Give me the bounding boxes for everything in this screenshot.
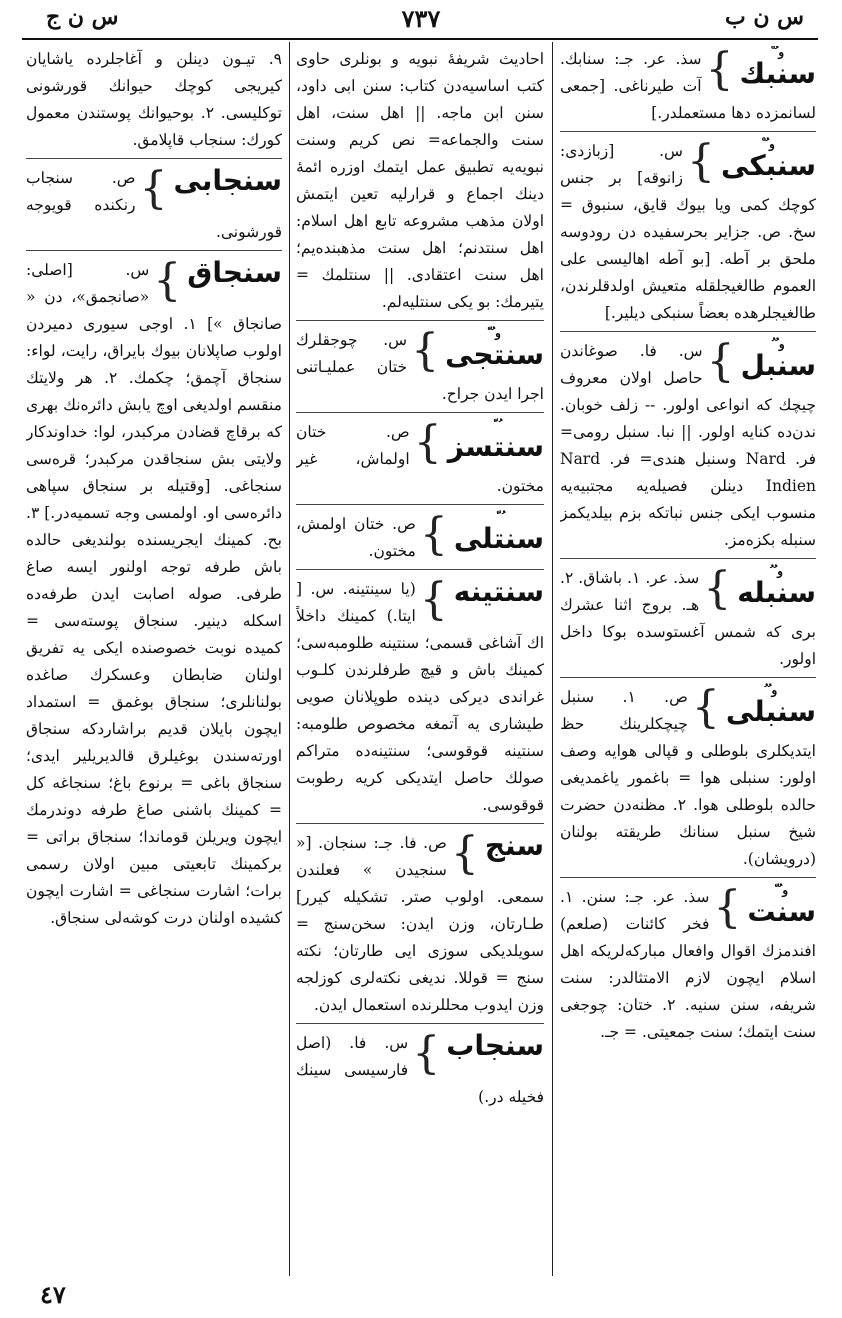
definition: سذ. عر. جـ: سنن. ١. فخر كائنات (صلعم) افندمزك اقوال وافعال مباركه‌لريكه اهل اسلام ايچون لازم الامتثالدر: سنت شريفه، سنن سنيه. ٢. ختان: چوجغى سنت ايتمك؛ سنت جمعيتى. = جـ. bbox=[560, 888, 816, 1041]
header-rule bbox=[22, 38, 818, 40]
definition: ص. ختان اولماش، غير مختون. bbox=[296, 423, 544, 495]
headword-vowel-marks: ُ ّ bbox=[497, 510, 501, 524]
headword-block bbox=[747, 884, 816, 928]
brace-glyph: } bbox=[411, 325, 440, 376]
headword: سنتلى bbox=[453, 522, 544, 555]
page-header bbox=[22, 4, 820, 34]
headword: سنجاب bbox=[446, 1029, 544, 1062]
dictionary-entry bbox=[560, 338, 816, 559]
headword-vowel-marks: و ُ ْ bbox=[762, 137, 775, 151]
dictionary-entry bbox=[560, 46, 816, 132]
column-left bbox=[26, 46, 282, 1278]
dictionary-entry bbox=[296, 419, 544, 505]
headword-block bbox=[445, 327, 544, 371]
dictionary-entry bbox=[560, 565, 816, 678]
definition: ٩. تيـون دينلن و آغاجلرده ياشايان كيريجى كوچك حيوانك قورشونى توكليسى. ٢. بوحيوانك پوستندن معمول كورك: سنجاب قاپلامق. bbox=[26, 50, 282, 149]
definition: س. فا. (اصل فارسيسى سينك فخيله در.) bbox=[296, 1034, 544, 1106]
definition: ص. سنجاب رنكنده قويوجه قورشونى. bbox=[26, 169, 282, 241]
headword: سنتينه bbox=[453, 575, 544, 608]
definition: سذ. عر. ١. باشاق. ٢. هـ. بروج اثنا عشرك برى كه شمس آغستوسده بوكا داخل اولور. bbox=[560, 569, 816, 668]
column-divider bbox=[289, 42, 290, 1276]
brace-glyph: } bbox=[419, 574, 448, 625]
headword-block bbox=[454, 511, 544, 555]
brace-glyph: } bbox=[706, 336, 735, 387]
definition: ص. ١. سنبل چيچكلرينك حظ ايتديكلرى بلوطلى و قپالى هوايه وصف اولور: سنبلى هوا = باغمور ياغمديغى حالده بلوطلى هوا. ٢. مظنه‌دن حضرت شيخ سنبل سنانك طريقته بولنان (درويشان). bbox=[560, 688, 816, 868]
continued-paragraph bbox=[26, 46, 282, 159]
brace-glyph: } bbox=[412, 1028, 441, 1079]
dictionary-entry bbox=[560, 138, 816, 332]
brace-glyph: } bbox=[691, 682, 720, 733]
headword-block bbox=[741, 338, 816, 382]
headword: سنبل bbox=[740, 349, 816, 382]
brace-glyph: } bbox=[413, 417, 442, 468]
dictionary-entry bbox=[296, 830, 544, 1024]
headword: سنج bbox=[484, 829, 544, 862]
headword-block bbox=[485, 830, 544, 862]
headword-block bbox=[446, 1030, 544, 1062]
headword: سنبله bbox=[737, 576, 816, 609]
definition: س. [زبازدى: زانوقه] بر جنس كوچك كمى ويا بيوك قايق، سنبوق = سخ. ص. جزاير بحرسفيده دن رودوسه ملحق بر آطه. [بو آطه اهاليسى على العموم طالغيجلقله متعيش اولدقلرندن، طالغيجلرهده بعضاً سنبكى ديلير.] bbox=[560, 142, 816, 322]
headword-vowel-marks: و ُ ُ bbox=[764, 683, 778, 697]
definition: ص. ختان اولمش، مختون. bbox=[296, 515, 416, 560]
brace-glyph: } bbox=[686, 136, 715, 187]
headword-block bbox=[174, 165, 283, 197]
dictionary-entry bbox=[26, 165, 282, 251]
dictionary-entry bbox=[296, 327, 544, 413]
column-middle bbox=[296, 46, 544, 1278]
headword: سنبلى bbox=[725, 695, 816, 728]
headword-block bbox=[726, 684, 816, 728]
headword-block bbox=[448, 419, 544, 463]
headword-block bbox=[740, 46, 816, 90]
column-divider bbox=[552, 42, 553, 1276]
definition: ص. فا. جـ: سنجان. [« سنجيدن » فعلندن سمعى. اولوب صتر. تشكيله كيرر] طـارتان، وزن ايدن: سخن‌سنج = سويلديكى سوزى ايى طارتان؛ نكته سنج = قوللا. نديغى نكته‌لرى كوزلجه وزن ايدوب محللرنده استعمال ايدن. bbox=[296, 834, 544, 1014]
headword-vowel-marks: و ُ ْ bbox=[771, 46, 785, 59]
headword: سنبكى bbox=[720, 149, 816, 182]
header-right-key: س ن ب bbox=[724, 4, 804, 30]
headword: سنجابى bbox=[173, 164, 282, 197]
definition: سذ. عر. جـ: سنابك. آت طيرناغى. [جمعى لسانمزده دها مستعملدر.] bbox=[560, 50, 816, 122]
dictionary-entry bbox=[560, 684, 816, 878]
brace-glyph: } bbox=[419, 509, 448, 560]
dictionary-entry bbox=[560, 884, 816, 1050]
headword: سنتجى bbox=[445, 338, 544, 371]
column-right bbox=[560, 46, 816, 1278]
headword-vowel-marks: و ُ ُ bbox=[771, 337, 785, 351]
headword-vowel-marks: و ُ ُ bbox=[770, 564, 783, 578]
headword: سنت bbox=[747, 895, 816, 928]
headword: سنتسز bbox=[447, 430, 544, 463]
brace-glyph: } bbox=[703, 563, 732, 614]
headword-block bbox=[721, 138, 816, 182]
continued-paragraph bbox=[296, 46, 544, 321]
definition: احاديث شريفهٔ نبويه و بونلرى حاوى كتب اساسيه‌دن كتاب: سنن ابى داود، سنن ابن ماجه. || اهل سنت، اهل سنت والجماعه= نص كريم وسنت نبويه‌يه تطبيق عمل ايتمك اوزره ائمهٔ دينك اجماع و قرارليه تعين ايتمش اولان مذهب مشروعه تابع اهل اسلام: اهل سنتدنم؛ اهل سنت مذهبنده‌يم؛ اهل سنت اعتقادى. || سنتلمك = يتيرمك: بو يكى سنتليه‌لم. bbox=[296, 50, 544, 311]
definition: س. فا. صوغاندن حاصل اولان معروف چيچك كه انواعى اولور. -- زلف خوبان. ندن‌ده كنايه اولور. || نبا. سنبل رومى= فر. Nard وسنبل هندى= فر. Nard Indien دينلن فصيله‌يه مجتبيه‌يه منسوب ايكى جنس نباتكه بزم بيلديكمز سنبله بكزه‌مز. bbox=[560, 342, 816, 549]
brace-glyph: } bbox=[153, 255, 182, 306]
header-left-key: س ن ج bbox=[46, 4, 119, 30]
brace-glyph: } bbox=[450, 828, 479, 879]
headword-vowel-marks: ُ ّ bbox=[494, 418, 498, 432]
dictionary-entry bbox=[26, 257, 282, 936]
dictionary-entry bbox=[296, 511, 544, 570]
headword: سنجاق bbox=[187, 256, 282, 289]
brace-glyph: } bbox=[705, 46, 734, 95]
headword-vowel-marks: و ُ ّ bbox=[488, 326, 501, 340]
dictionary-entry bbox=[296, 1030, 544, 1115]
brace-glyph: } bbox=[139, 163, 168, 214]
headword-block bbox=[187, 257, 282, 289]
definition: (يا سينتينه. س. [ ايتا.) كمينك داخلاً اك آشاغى قسمى؛ سنتينه طلومبه‌سى؛ كمينك باش و قيچ طرفلرندن كلـوب غراندى ديركى دينده طوپلانان صويى طيشارى يه آتمغه مخصوص طلومبه: سنتينه قوقوسى؛ سنتينه‌ده متراكم صولك حاصل ايتديكى كريه رطوبت قوقوسى. bbox=[296, 580, 544, 814]
dictionary-entry bbox=[296, 576, 544, 824]
brace-glyph: } bbox=[713, 882, 742, 933]
definition: س. چوجقلرك ختان عمليـاتنى اجرا ايدن جراح. bbox=[296, 331, 544, 403]
headword-block bbox=[454, 576, 544, 608]
page-number: ٧٣٧ bbox=[401, 4, 441, 33]
headword-vowel-marks: و ُ ّ bbox=[775, 883, 789, 897]
headword-block bbox=[737, 565, 816, 609]
headword: سنبك bbox=[739, 57, 816, 90]
definition: س. [اصلى: «صانجمق»، دن « صانجاق »] ١. اوجى سيورى دميردن اولوب صاپلانان بيوك بايراق، رايت، لواء: سنجاق آچمق؛ چكمك. ٢. هر ولايتك منقسم اولديغى اوچ يابش دائره‌نك بهرى كه برقاچ قضادن مركبدر، لوا: خداوندكار ولايتى بش سنجاقدن مركبدر؛ قره‌سى سنجاغى. [وقتيله بر سنجاق سپاهى دائره‌سى او. اولمسى وجه تسميه‌در.] ٣. بح. كمينك ايجريسنده بولنديغى حالده باش طرفه توجه اولنور ايسه صاغ طرفى. صوله اصابت ايدن طرفه‌ده اسكله دينير. سنجاق پوسته‌سى = كميده نوبت خصوصنده ايكى يه تفريق اولنان ضابطان وعسكرك صاغده بولنانلرى؛ سنجاق بوغمق = استمداد ايچون بايلان قديم براشاردكه سنجاق اورته‌سندن بوغيلرق قالديريلير ايدى؛ سنجاق باغى = برنوع باغ؛ سنجاغه كل = كمينك باشنى صاغ طرفه دوندرمك ايچون ويريلن قوماندا؛ سنجاق براتى = بركمينك تابعيتى مبين اولان رسمى برات؛ اشارت سنجاغى = اشارت ايچون كشيده اولنان درت كوشه‌لى سنجاق. bbox=[26, 261, 282, 927]
page-signature: ٤٧ bbox=[40, 1280, 66, 1309]
